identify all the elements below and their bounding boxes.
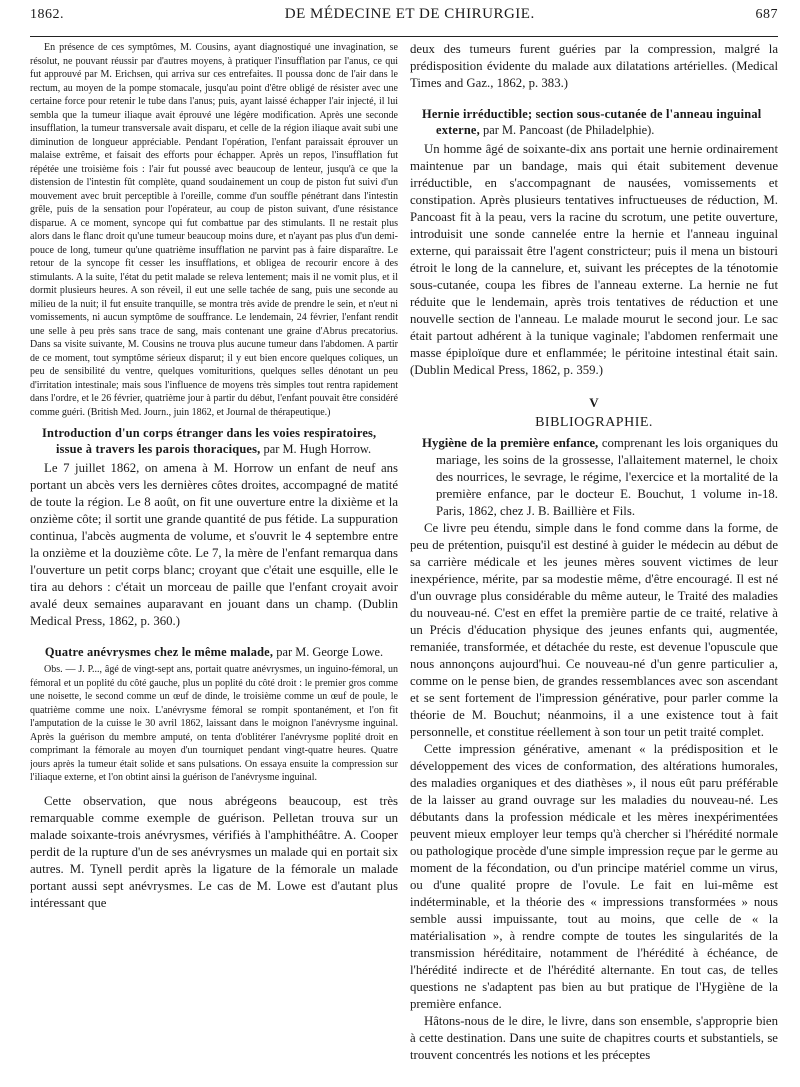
article-author: par M. Pancoast (de Philadelphie). [479, 123, 655, 137]
paragraph: Un homme âgé de soixante-dix ans portait une hernie ordinairement maintenue par un bandage, mais qui était subitement devenue irréductible, en s'accompagnant de nausées, vomissements et constipation. Après plusieurs tentatives infructueuses de réduction, M. Pancoast fit à la peau, vers la racine du scrotum, une petite ouverture, introduisit une sonde cannelée entre la hernie et l'anneau inguinal externe, qui paraissait être l'agent constricteur; puis il mena un bistouri étroit le long de la cannelure, et, suivant les préceptes de la ténotomie sous-cutanée, coupa les fibres de l'anneau externe. La hernie ne fut réduite que le lendemain, après trois tentatives de réduction et une nouvelle section de l'anneau. Le malade mourut le second jour. Le sac était partout adhérent à la tunique vaginale; l'abdomen renfermait une masse épiploïque dure et enflammée; le péritoine intestinal était sain. (Dublin Medical Press, 1862, p. 359.) [410, 142, 778, 377]
article-author: par M. Hugh Horrow. [260, 442, 372, 456]
article-title [410, 106, 778, 138]
right-column [410, 41, 778, 1064]
article-author: par M. George Lowe. [273, 645, 384, 659]
paragraph: Ce livre peu étendu, simple dans le fond comme dans la forme, de peu de prétention, puisqu'il est destiné à guider le médecin au début de sa carrière médicale et les jeunes mères souvent victimes de leur inexpérience, mérite, par sa modestie même, d'être encouragé. Il est né d'un ouvrage plus considérable du même auteur, le Traité des maladies du nouveau-né. C'est en effet la première partie de ce traité, relative à un Précis d'éducation physique des jeunes enfants qui, augmentée, remaniée, transformée, et détachée du reste, est devenue l'opuscule que nous annonçons aujourd'hui. Ce nouveau-né d'un genre particulier a, comme on le pense bien, de grandes ressemblances avec son ascendant et se sent fortement de l'impression générative, pour parler comme la théorie de M. Bouchut; néanmoins, il a une existence tout à fait personnelle, et constitue réellement à son tour un petit traité complet. [410, 521, 778, 739]
header-page-number: 687 [755, 7, 778, 22]
article-title-bold: Hernie irréductible; section sous-cutanée de l'anneau inguinal externe, [422, 107, 762, 137]
book-reference [410, 435, 778, 520]
article-title-bold: Quatre anévrysmes chez le même malade, [44, 645, 274, 659]
article-title-bold: Introduction d'un corps étranger dans les voies respiratoires, issue à travers les parois thoraciques, [42, 426, 377, 456]
header-journal-title: DE MÉDECINE ET DE CHIRURGIE. [284, 6, 535, 22]
book-title: Hygiène de la première enfance, [422, 436, 599, 450]
book-details: comprenant les lois organiques du mariage, les soins de la grossesse, l'allaitement maternel, le choix des nourrices, le sevrage, le régime, l'exercice et la mortalité de la première enfance, par le docteur E. Bouchut, 1 volume in-18. Paris, 1862, chez J. B. Baillière et Fils. [436, 436, 778, 518]
paragraph: En présence de ces symptômes, M. Cousins, ayant diagnostiqué une invagination, se résolut, ne pouvant réussir par d'autres moyens, à pratiquer l'insufflation par l'anus, ce qui fut approuvé par M. Erichsen, qui arriva sur ces entrefaites. Il poussa donc de l'air dans le rectum, au moyen de la pompe stomacale, jusqu'au point d'être obligé de résister avec une certaine force pour retenir le tube dans l'anus; puis, ayant laissé échapper l'air injecté, il lui sembla que la tumeur iliaque avait éprouvé une légère modification. Après une seconde insufflation, la tumeur transversale avait disparu, et celle de la région iliaque avait subi une diminution de longueur appréciable. Pendant l'opération, l'enfant paraissait éprouver un malaise extrême, et faisait des efforts pour échapper. Après un repos, l'insufflation fut répétée une troisième fois : l'air fut poussé avec beaucoup de lenteur, jusqu'à ce que la distension de l'intestin fût complète, quand soudainement un coup de piston fut suivi d'un mouvement avec bruit perceptible à l'oreille, comme d'un souffle pénétrant dans l'intestin grêle, puis de la sensation pour l'opérateur, au coup de piston suivant, d'une résistance disparue. A ce moment, syncope qui fut combattue par des stimulants. Il ne restait plus alors dans le flanc droit qu'une tumeur beaucoup moins dure, et n'ayant pas plus d'un demi-pouce de long, tumeur qu'une quatrième insufflation ne parvint pas à faire disparaître. Le retour de la syncope fit cesser les insufflations, et obligea de recourir encore à des stimulants. A la suite, l'état du petit malade se releva lentement; mais il ne vomit plus, et il dormit plusieurs heures. A son réveil, il eut une selle tachée de sang, puis une seconde au milieu de la nuit; il fut ensuite tranquille, se montra très avide de prendre le sein, et n'eut ni vomissements, ni aucun symptôme de souffrance. Le lendemain, 24 février, l'enfant rendit une selle à peu près sans trace de sang, mais contenant une graine d'Abrus precatorius. Dans sa visite suivante, M. Cousins ne trouva plus aucune tumeur dans l'abdomen. A partir de ce moment, tout symptôme sérieux disparut; il y eut bien encore quelques coliques, un peu de sensibilité du ventre, quelques vomituritions, quelques selles dénotant un peu d'irritation intestinale; mais sous l'influence de moyens très simples tout rentra rapidement dans l'ordre, et le 26 février, quatrième jour à partir du début, l'enfant pouvait être considéré comme guéri. (British Med. Journ., juin 1862, et Journal de thérapeutique.) [30, 42, 398, 418]
observation-paragraph: Obs. — J. P..., âgé de vingt-sept ans, portait quatre anévrysmes, un inguino-fémoral, un fémoral et un poplité du côté gauche, plus un poplité du côté droit : le premier gros comme une noisette, le second comme un œuf de dinde, le troisième comme un œuf de poule, le quatrième comme une noix. L'anévrysme fémoral se rompit spontanément, et l'on fit l'amputation de la cuisse le 30 avril 1862, laissant dans le moignon l'anévrysme inguinal. Après la guérison du membre amputé, on tenta d'oblitérer l'anévrysme poplité droit en comprimant la fémorale au moyen d'un tourniquet pendant vingt-quatre heures. Quatre jours après la tumeur était solide et sans pulsations. On essaya ensuite la compression sur l'iliaque externe, et l'on obtint ainsi la guérison de l'anévrysme inguinal. [30, 664, 398, 783]
page-header [30, 6, 778, 37]
paragraph: Hâtons-nous de le dire, le livre, dans son ensemble, s'approprie bien à cette destination. Dans une suite de chapitres courts et substantiels, se trouvent concentrés les notions et les préceptes [410, 1014, 778, 1062]
left-column [30, 41, 398, 1064]
paragraph: Cette impression générative, amenant « la prédisposition et le développement des vices de conformation, des altérations humorales, des maladies organiques et des diathèses », il nous eût paru préférable de la laisser au grand ouvrage sur les maladies du nouveau-né. Les débutants dans la profession médicale et les mères inexpérimentées peuvent mieux employer leur temps qu'à chercher si l'hérédité normale ou pathologique procède d'une simple impression reçue par le germe au moment de la fécondation, ou d'un principe matériel comme un virus, ou d'une qualité propre de l'ovule. Le fait en lui-même est indéterminable, et la théorie des « impressions transformées » nous semble aussi impuissante, tout au moins, que celle de « la matérialisation », à rendre compte de toutes les singularités de la transmission héréditaire, notamment de l'hérédité à échéance, de l'hérédité indirecte et de l'hérédité alternante. En tout cas, de telles questions ne s'adaptent pas bien au but pratique de l'Hygiène de la première enfance. [410, 742, 778, 1011]
header-year: 1862. [30, 7, 64, 22]
paragraph: Cette observation, que nous abrégeons beaucoup, est très remarquable comme exemple de guérison. Pelletan trouva sur un malade soixante-trois anévrysmes, vérifiés à l'amphithéâtre. A. Cooper perdit de la rupture d'un de ses anévrysmes un malade qui en portait six autres. M. Tynell perdit après la ligature de la fémorale un malade portant aussi sept anévrysmes. Le cas de M. Lowe est d'autant plus intéressant que [30, 793, 398, 910]
paragraph: deux des tumeurs furent guéries par la compression, malgré la prédisposition évidente du malade aux dilatations artérielles. (Medical Times and Gaz., 1862, p. 383.) [410, 42, 778, 90]
section-title: BIBLIOGRAPHIE. [535, 415, 653, 430]
paragraph: Le 7 juillet 1862, on amena à M. Horrow un enfant de neuf ans portant un abcès vers les dernières côtes droites, accompagné de matité de toute la région. Le 8 août, on fit une ouverture entre la dixième et la onzième côte; il sortit une grande quantité de pus fétide. La suppuration continua, l'abcès augmenta de volume, et s'ouvrit le 4 septembre entre la onzième et la douzième côte. Le 7, la mère de l'enfant remarqua dans l'ouverture un petit corps blanc; croyant que c'était une esquille, elle le tira au dehors : c'était un morceau de paille que l'enfant croyait avoir avalé deux semaines auparavant en jouant dans un champ. (Dublin Medical Press, 1862, p. 360.) [30, 461, 398, 628]
section-number: V [589, 395, 599, 410]
text-columns [30, 41, 778, 1064]
article-title [30, 644, 398, 660]
article-title [30, 425, 398, 457]
